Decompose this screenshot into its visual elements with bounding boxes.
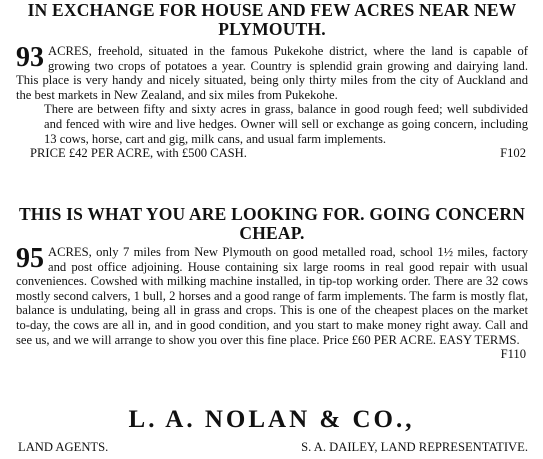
land-agents-label: LAND AGENTS. [18, 440, 109, 454]
ad1-acre-number: 93 [16, 42, 44, 73]
ad1-heading: IN EXCHANGE FOR HOUSE AND FEW ACRES NEAR NEW PLYMOUTH. [27, 0, 517, 39]
ad1-text: ACRES, freehold, situated in the famous Pukekohe district, where the land is capable of growing two crops of potatoes a year. Country is splendid grain growing and dairying land. This place is very handy and nicely situated, being only thirty miles from the city of Auckland and the best markets in New Zealand, and six miles from Pukekohe. [16, 44, 528, 102]
ad1-text2: There are between fifty and sixty acres in grass, balance in good rough feed; well subdivided and fenced with wire and live hedges. Owner will sell or exchange as going concern, including 13 cows, horse, cart and gig, milk cans, and usual farm implements. [44, 102, 528, 146]
ad1-price-line [16, 146, 528, 161]
ad2-text: ACRES, only 7 miles from New Plymouth on good metalled road, school 1½ miles, factory and post office adjoining. House containing six large rooms in real good repair with usual conveniences. Cowshed with milking machine installed, in tip-top working order. There are 32 cows mostly second calvers, 1 bull, 2 horses and a good range of farm implements. The farm is mostly flat, balance is undulating, being all in grass and crops. This is one of the cheapest places on the market to-day, the cows are all in, and in good condition, and you start to make money right away. Call and see us, and we will arrange to show you over this fine place. Price £60 PER ACRE. EASY TERMS. [16, 245, 528, 347]
ad2-body [16, 245, 528, 362]
footer [18, 440, 530, 455]
ad1-ref: F102 [500, 146, 526, 161]
ad2-ref: F110 [500, 347, 526, 362]
ad1-body [16, 44, 528, 161]
ad2-acre-number: 95 [16, 243, 44, 274]
ad2-heading: THIS IS WHAT YOU ARE LOOKING FOR. GOING CONCERN CHEAP. [18, 204, 526, 243]
company-name: L. A. NOLAN & CO., [128, 406, 415, 433]
ad1-price: PRICE £42 PER ACRE, with £500 CASH. [30, 146, 247, 161]
land-representative-label: S. A. DAILEY, LAND REPRESENTATIVE. [301, 440, 528, 454]
